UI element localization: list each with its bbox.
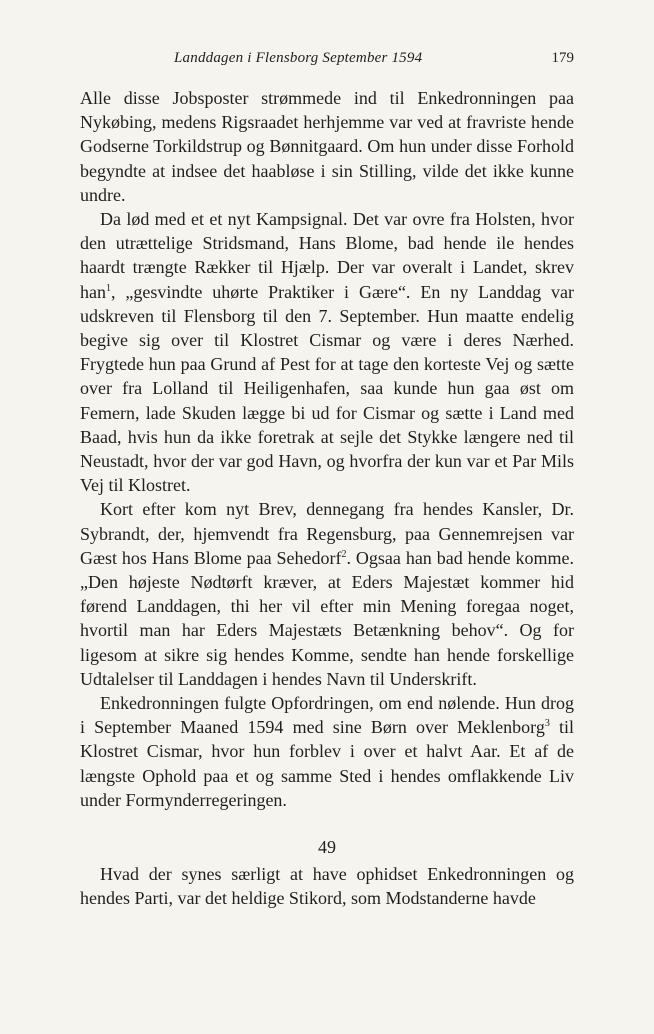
paragraph-2 bbox=[80, 207, 574, 497]
paragraph-2-text-b: , „gesvindte uhørte Praktiker i Gære“. En ny Landdag var udskreven til Flensborg til den 7. September. Hun maatte endelig begive sig over til Klostret Cismar og være i deres Nærhed. Frygtede hun paa Grund af Pest for at tage den korteste Vej og sætte over fra Lolland til Heiligenhafen, saa kunde hun gaa øst om Femern, lade Skuden lægge bi ud for Cismar og sætte i Land med Baad, hvis hun da ikke foretrak at sejle det Stykke længere ned til Neustadt, hvor der var god Havn, og hvorfra der kun var et Par Mils Vej til Klostret. bbox=[80, 281, 574, 496]
paragraph-3-text-b: . Ogsaa han bad hende komme. „Den højeste Nødtørft kræver, at Eders Majestæt kommer hid førend Landdagen, thi her vil efter min Mening foregaa noget, hvortil man har Eders Majestæts Betænkning behov“. Og for ligesom at sikre sig hendes Komme, sendte han hende forskellige Udtalelser til Landdagen i hendes Navn til Underskrift. bbox=[80, 547, 574, 689]
paragraph-4-text-a: Enkedronningen fulgte Opfordringen, om end nølende. Hun drog i September Maaned 1594 med sine Børn over Meklenborg bbox=[80, 693, 574, 738]
running-title: Landdagen i Flensborg September 1594 bbox=[174, 50, 423, 66]
paragraph-3 bbox=[80, 497, 574, 691]
footnote-ref-2: 2 bbox=[341, 548, 347, 560]
footnote-ref-3: 3 bbox=[544, 718, 550, 730]
paragraph-4-text-b: til Klostret Cismar, hvor hun forblev i over et halvt Aar. Et af de længste Ophold paa et og samme Sted i hendes omflakkende Liv under Formynderregeringen. bbox=[80, 717, 574, 810]
body-text bbox=[80, 86, 574, 812]
paragraph-1 bbox=[80, 86, 574, 207]
footnote-ref-1: 1 bbox=[106, 282, 111, 294]
page-number: 179 bbox=[551, 50, 574, 66]
paragraph-2-text-a: Da lød med et et nyt Kampsignal. Det var ovre fra Holsten, hvor den utrættelige Stridsmand, Hans Blome, bad hende ile hendes haardt trængte Rækker til Hjælp. Der var overalt i Landet, skrev han bbox=[80, 209, 574, 302]
running-head bbox=[80, 50, 574, 74]
paragraph-3-text-a: Kort efter kom nyt Brev, dennegang fra hendes Kansler, Dr. Sybrandt, der, hjemvendt fra Regensburg, paa Gennemrejsen var Gæst hos Hans Blome paa Sehedorf bbox=[80, 499, 574, 568]
section-number: 49 bbox=[318, 837, 336, 857]
section-paragraph: Hvad der synes særligt at have ophidset Enkedronningen og hendes Parti, var det heldige Stikord, som Modstanderne havde bbox=[80, 864, 574, 909]
section-text bbox=[80, 862, 574, 910]
paragraph-4 bbox=[80, 691, 574, 812]
paragraph-1-text: Alle disse Jobsposter strømmede ind til Enkedronningen paa Nykøbing, medens Rigsraadet herhjemme var ved at fravriste hende Godserne Torkildstrup og Bønnitgaard. Om hun under disse Forhold begyndte at indsee det haabløse i sin Stilling, vilde det ikke kunne undre. bbox=[80, 88, 574, 205]
